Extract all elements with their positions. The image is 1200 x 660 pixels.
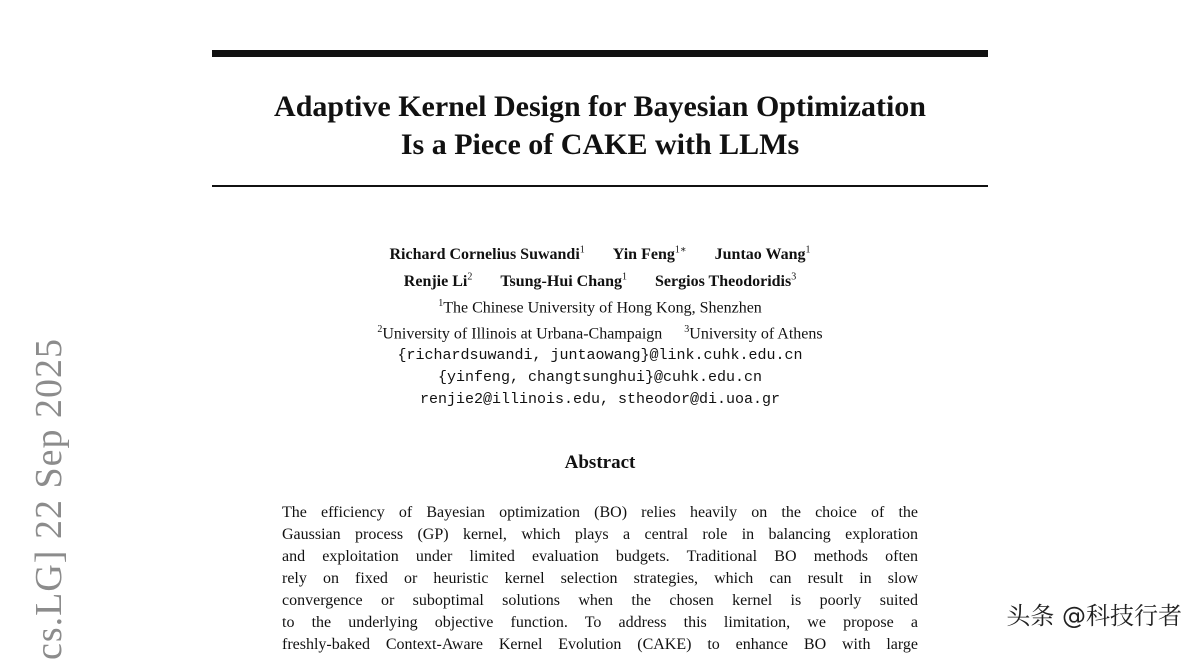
abstract-line: Gaussian process (GP) kernel, which plays a central role in balancing exploration <box>282 526 918 543</box>
email-line-2: {yinfeng, changtsunghui}@cuhk.edu.cn <box>437 369 763 387</box>
top-rule <box>212 50 988 57</box>
abstract-line: and exploitation under limited evaluation budgets. Traditional BO methods often <box>282 548 918 565</box>
author-name: Juntao Wang$^1$ <box>714 245 811 264</box>
author-name: Richard Cornelius Suwandi$^1$ <box>389 245 585 264</box>
affiliation-line-2: $^2$University of Illinois at Urbana-Champaign $^3$University of Athens <box>377 323 823 343</box>
watermark: 头条 @科技行者 <box>1006 602 1182 630</box>
author-name: Sergios Theodoridis$^3$ <box>655 271 797 290</box>
title-bottom-rule <box>212 185 988 187</box>
paper-title <box>150 88 1050 164</box>
title-line-2: Is a Piece of CAKE with LLMs <box>400 128 800 161</box>
abstract-line: freshly-baked Context-Aware Kernel Evolution (CAKE) to enhance BO with large <box>282 636 918 653</box>
author-line-1 <box>200 240 1000 266</box>
email-line-3: renjie2@illinois.edu, stheodor@di.uoa.gr <box>419 391 781 409</box>
abstract-line: rely on fixed or heuristic kernel selection strategies, which can result in slow <box>282 570 918 587</box>
email-line-1: {richardsuwandi, juntaowang}@link.cuhk.edu.cn <box>397 347 803 365</box>
affiliation-line-1: $^1$The Chinese University of Hong Kong, Shenzhen <box>438 297 762 316</box>
abstract-body <box>282 502 918 656</box>
author-line-2 <box>200 266 1000 292</box>
abstract-line: The efficiency of Bayesian optimization (BO) relies heavily on the choice of the <box>282 504 918 521</box>
abstract-heading: Abstract <box>564 452 636 473</box>
author-name: Renjie Li$^2$ <box>403 271 473 290</box>
abstract-line: convergence or suboptimal solutions when the chosen kernel is poorly suited <box>282 592 918 609</box>
author-name: Tsung-Hui Chang$^1$ <box>500 271 628 290</box>
arxiv-sidebar-stamp: cs.LG] 22 Sep 2025 <box>28 338 70 660</box>
author-block <box>200 240 1000 411</box>
title-line-1: Adaptive Kernel Design for Bayesian Optimization <box>274 90 926 123</box>
abstract-line: to the underlying objective function. To address this limitation, we propose a <box>282 614 918 631</box>
author-name: Yin Feng$^{1∗}$ <box>612 245 687 264</box>
